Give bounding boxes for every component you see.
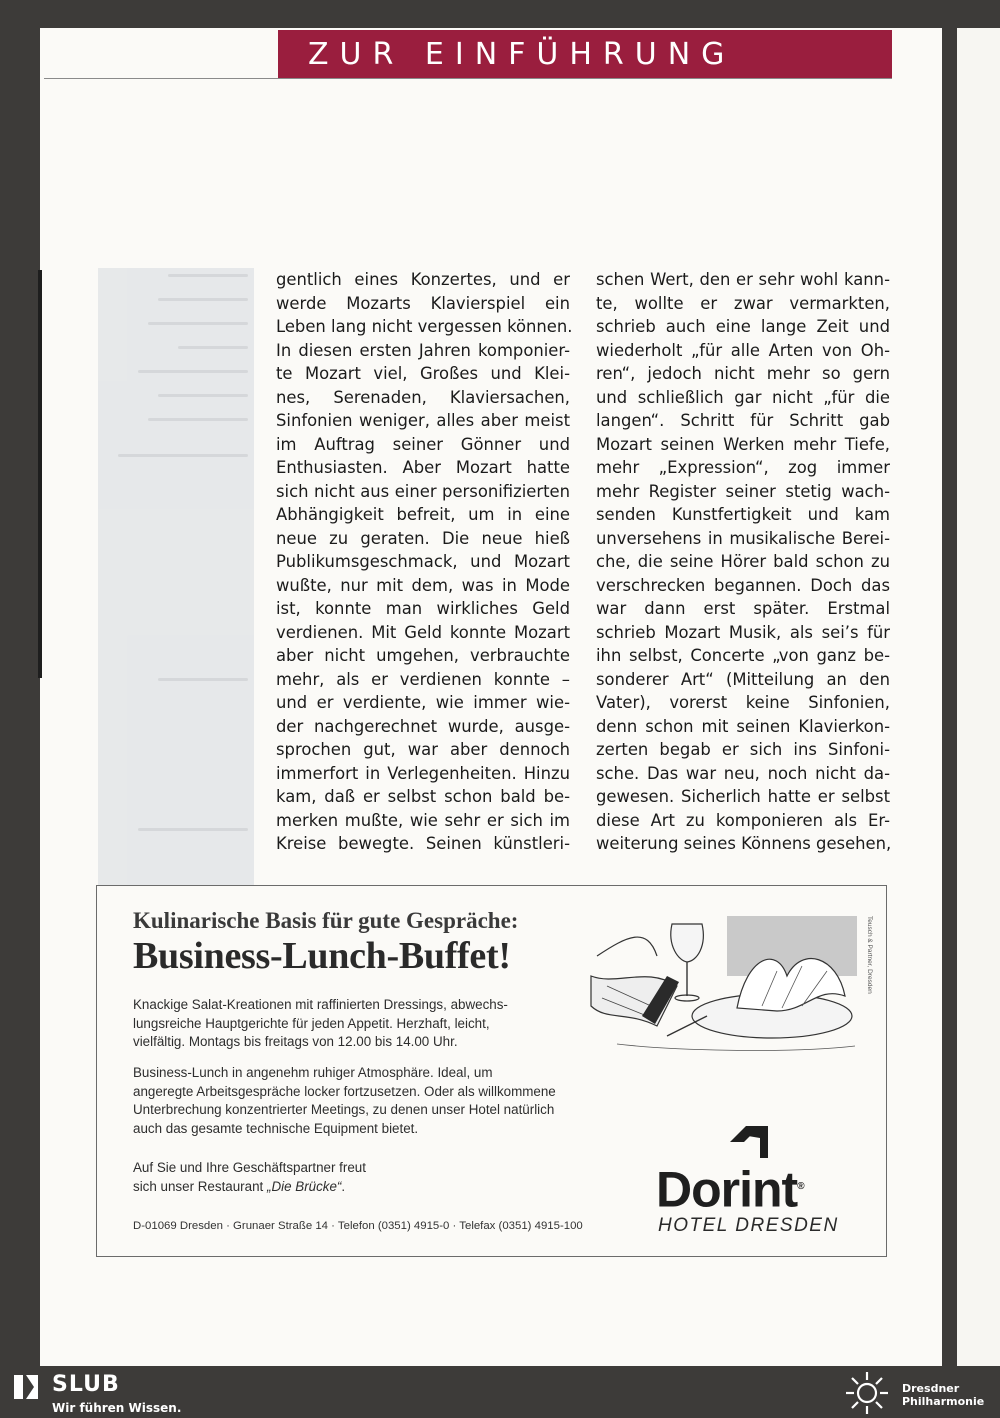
binding-shadow	[38, 270, 42, 678]
orchestra-name-line2: Philharmonie	[902, 1395, 985, 1408]
slub-logo-icon	[12, 1373, 40, 1401]
ad-text-line: Unterbrechung konzentrierter Meetings, zu denen unser Hotel natürlich	[133, 1102, 555, 1117]
text-line: sprochen gut, war aber dennoch	[276, 740, 570, 759]
dorint-logo	[652, 1122, 862, 1237]
orchestra-name	[902, 1382, 984, 1408]
brand-name: Dorint	[656, 1161, 798, 1218]
ad-text-line: auch das gesamte technische Equipment bietet.	[133, 1120, 419, 1136]
library-tagline: Wir führen Wissen.	[52, 1401, 182, 1415]
next-page-edge	[957, 28, 1000, 1366]
header-rule	[44, 78, 892, 79]
ad-credit: Teusch & Partner, Dresden	[866, 916, 873, 994]
ad-paragraph-1	[133, 996, 573, 1052]
ad-text-line: Auf Sie und Ihre Geschäftspartner freut	[133, 1160, 366, 1175]
text-line: verdienen. Mit Geld konnte Mozart	[276, 622, 570, 642]
ad-paragraph-3	[133, 1159, 573, 1196]
ad-paragraph-2	[133, 1064, 573, 1138]
ad-kicker: Kulinarische Basis für gute Gespräche:	[133, 908, 519, 933]
text-line: und er verdiente, wie immer wie-	[276, 693, 570, 712]
text-line: Sinfonien weniger, alles aber meist	[276, 411, 570, 430]
ad-text-suffix: .	[341, 1178, 346, 1194]
ad-text-prefix: sich unser Restaurant	[133, 1178, 267, 1194]
text-line: merken mußte, wie sehr er sich im	[276, 810, 570, 830]
text-line: ihn selbst, Concerte „von ganz be-	[596, 646, 890, 665]
text-line: Publikumsgeschmack, und Mozart	[276, 552, 570, 571]
ad-text-line: lungsreiche Hauptgerichte für jeden Appetit. Herzhaft, leicht,	[133, 1015, 490, 1031]
restaurant-name: „Die Brücke“	[266, 1178, 342, 1194]
text-line: Leben lang nicht vergessen können.	[276, 317, 573, 336]
section-header	[278, 30, 892, 78]
show-through-bleed	[98, 268, 254, 968]
text-line: te, wollte er zwar vermarkten,	[596, 293, 890, 313]
text-line: mehr Register seiner stetig wach-	[596, 481, 890, 501]
dorint-subtitle: HOTEL DRESDEN	[658, 1214, 839, 1236]
text-line: war dann erst später. Erstmal	[596, 599, 890, 618]
library-name: SLUB	[52, 1372, 120, 1397]
philharmonie-logo-icon	[842, 1370, 892, 1416]
ad-text-line: angeregte Arbeitsgespräche locker fortzusetzen. Oder als willkommene	[133, 1083, 556, 1099]
text-line: mehr, als er verdienen konnte –	[276, 669, 570, 689]
ad-address: D-01069 Dresden · Grunaer Straße 14 · Telefon (0351) 4915-0 · Telefax (0351) 4915-100	[133, 1220, 583, 1232]
text-line: langen“. Schritt für Schritt gab	[596, 411, 890, 430]
illustration-backdrop	[727, 916, 857, 976]
ad-text-line: Business-Lunch in angenehm ruhiger Atmosphäre. Ideal, um	[133, 1065, 493, 1080]
text-line: schen Wert, den er sehr wohl kann-	[596, 270, 890, 289]
text-line: der nachgerechnet wurde, ausge-	[276, 716, 570, 736]
text-line: sonderer Art“ (Mitteilung an den	[596, 669, 890, 689]
text-line: ist, konnte man wirkliches Geld	[276, 599, 570, 618]
buffet-illustration	[587, 916, 857, 1056]
text-line: ren“, jedoch nicht mehr so gern	[596, 364, 890, 383]
text-column-left	[276, 268, 573, 856]
dorint-mark-icon	[726, 1122, 772, 1162]
text-line: gentlich eines Konzertes, und er	[276, 270, 570, 289]
text-line: Abhängigkeit befreit, um in eine	[276, 505, 570, 524]
text-line: Kreise bewegte. Seinen künstleri-	[276, 834, 570, 853]
text-line: immerfort in Verlegenheiten. Hinzu	[276, 763, 570, 783]
text-line: gewesen. Sicherlich hatte er selbst	[596, 787, 890, 806]
text-line: sche. Das war neu, noch nicht da-	[596, 763, 890, 783]
text-line: und schließlich gar nicht „für die	[596, 387, 890, 407]
text-line: schrieb auch eine lange Zeit und	[596, 317, 890, 336]
text-line: Mozart seinen Werken mehr Tiefe,	[596, 434, 890, 454]
text-line: senden Kunstfertigkeit und kam	[596, 505, 890, 524]
text-line: te Mozart viel, Großes und Klei-	[276, 364, 570, 383]
text-line: sich nicht aus einer personifizierten	[276, 481, 570, 501]
text-line: che, die seine Hörer bald schon zu	[596, 552, 890, 571]
text-line: wiederholt „für alle Arten von Oh-	[596, 340, 890, 360]
text-line: zerten begab er sich ins Sinfoni-	[596, 740, 890, 759]
orchestra-name-line1: Dresdner	[902, 1382, 960, 1395]
ad-title: Business-Lunch-Buffet!	[133, 935, 511, 977]
text-line: im Auftrag seiner Gönner und	[276, 434, 570, 454]
text-line: Enthusiasten. Aber Mozart hatte	[276, 458, 570, 477]
advertisement	[96, 885, 887, 1257]
text-line: kam, daß er selbst schon bald be-	[276, 787, 570, 806]
text-line: diese Art zu komponieren als Er-	[596, 810, 890, 830]
ad-text-line: Knackige Salat-Kreationen mit raffinierten Dressings, abwechs-	[133, 997, 508, 1012]
dorint-wordmark	[656, 1161, 862, 1218]
section-title: ZUR EINFÜHRUNG	[308, 36, 736, 72]
text-line: mehr „Expression“, zog immer	[596, 458, 890, 477]
text-line: verschrecken begannen. Doch das	[596, 575, 890, 595]
text-line: unversehens in musikalische Berei-	[596, 528, 890, 548]
text-line: In diesen ersten Jahren komponier-	[276, 340, 570, 360]
text-line: schrieb Mozart Musik, als sei’s für	[596, 622, 890, 642]
registered-mark: ®	[797, 1181, 804, 1192]
text-line: wußte, nur mit dem, was in Mode	[276, 575, 570, 595]
text-line: werde Mozarts Klavierspiel ein	[276, 293, 570, 313]
text-line: Vater), vorerst keine Sinfonien,	[596, 693, 890, 712]
text-line: denn schon mit seinen Klavierkon-	[596, 716, 890, 736]
wine-glass-icon	[671, 924, 704, 962]
text-line: weiterung seines Könnens gesehen,	[596, 834, 892, 853]
text-line: nes, Serenaden, Klaviersachen,	[276, 387, 570, 407]
text-column-right	[596, 268, 890, 856]
ad-text-line	[133, 1178, 573, 1197]
ad-text-line: vielfältig. Montags bis freitags von 12.00 bis 14.00 Uhr.	[133, 1034, 458, 1049]
text-line: aber nicht umgehen, verbrauchte	[276, 646, 570, 665]
text-line: neue zu geraten. Die neue hieß	[276, 528, 570, 548]
